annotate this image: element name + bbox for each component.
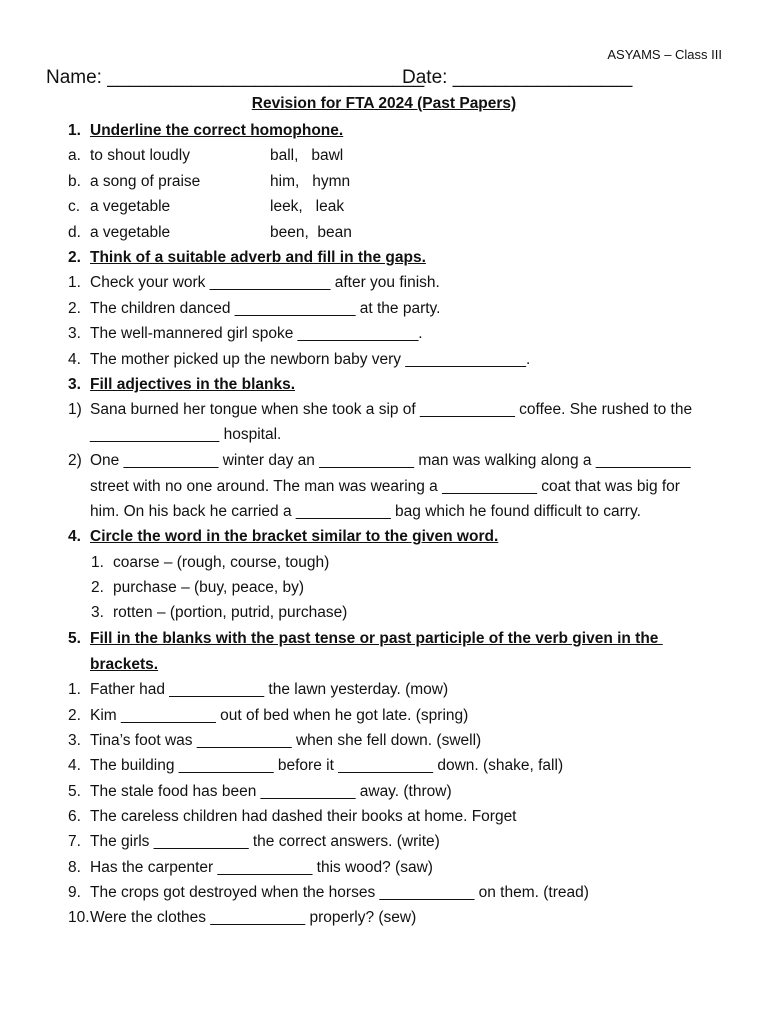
- worksheet-page: ASYAMS – Class III Name: ______________________________ Date: _________________ Revision for FTA 2024 (Past Papers) 1. Underline the correct homophone. a. to shout loudly ball, bawl b. a song of praise him, hymn c. a vegetable leek, leak d. a vegetable been, bean 2. Think of a suitable adverb and fill in the gaps. 1. Check your work ______________ after you finish. 2. The children danced ______________ at the party. 3. The well-mannered girl spoke ______________. 4. The mother picked up the newborn baby very ______________. 3. Fill adjectives in the blanks. 1) Sana burned her tongue when she took a sip of ___________ coffee. She rushed to the _______________ hospital. 2) One ___________ winter day an ___________ man was walking along a ___________ street with no one around. The man was wearing a ___________ coat that was big for him. On his back he carried a ___________ bag which he found difficult to carry. 4. Circle the word in the bracket similar to the given word. 1. coarse – (rough, course, tough) 2. purchase – (buy, peace, by) 3. rotten – (portion, putrid, purchase) 5. Fill in the blanks with the past tense or past participle of the verb given in the brackets. 1. Father had ___________ the lawn yesterday. (mow) 2. Kim ___________ out of bed when he got late. (spring) 3. Tina’s foot was ___________ when she fell down. (swell) 4. The building ___________ before it ___________ down. (shake, fall) 5. The stale food has been ___________ away. (throw) 6. The careless children had dashed their books at home. Forget 7. The girls ___________ the correct answers. (write) 8. Has the carpenter ___________ this wood? (saw) 9. The crops got destroyed when the horses ___________ on them. (tread) 10. Were the clothes ___________ properly? (sew): [0, 0, 768, 1024]
- name-field: Name: ______________________________: [46, 67, 425, 88]
- list-item-continuation: _______________ hospital.: [90, 426, 282, 443]
- list-item-continuation: street with no one around. The man was wearing a ___________ coat that was big for: [90, 478, 680, 495]
- school-class-label: ASYAMS – Class III: [607, 47, 722, 62]
- q5-heading-continuation: brackets.: [90, 656, 159, 673]
- date-field: Date: _________________: [402, 67, 633, 88]
- page-title: Revision for FTA 2024 (Past Papers): [251, 95, 517, 112]
- name-date-line: [46, 67, 633, 89]
- list-item-continuation: him. On his back he carried a ___________ bag which he found difficult to carry.: [90, 503, 641, 520]
